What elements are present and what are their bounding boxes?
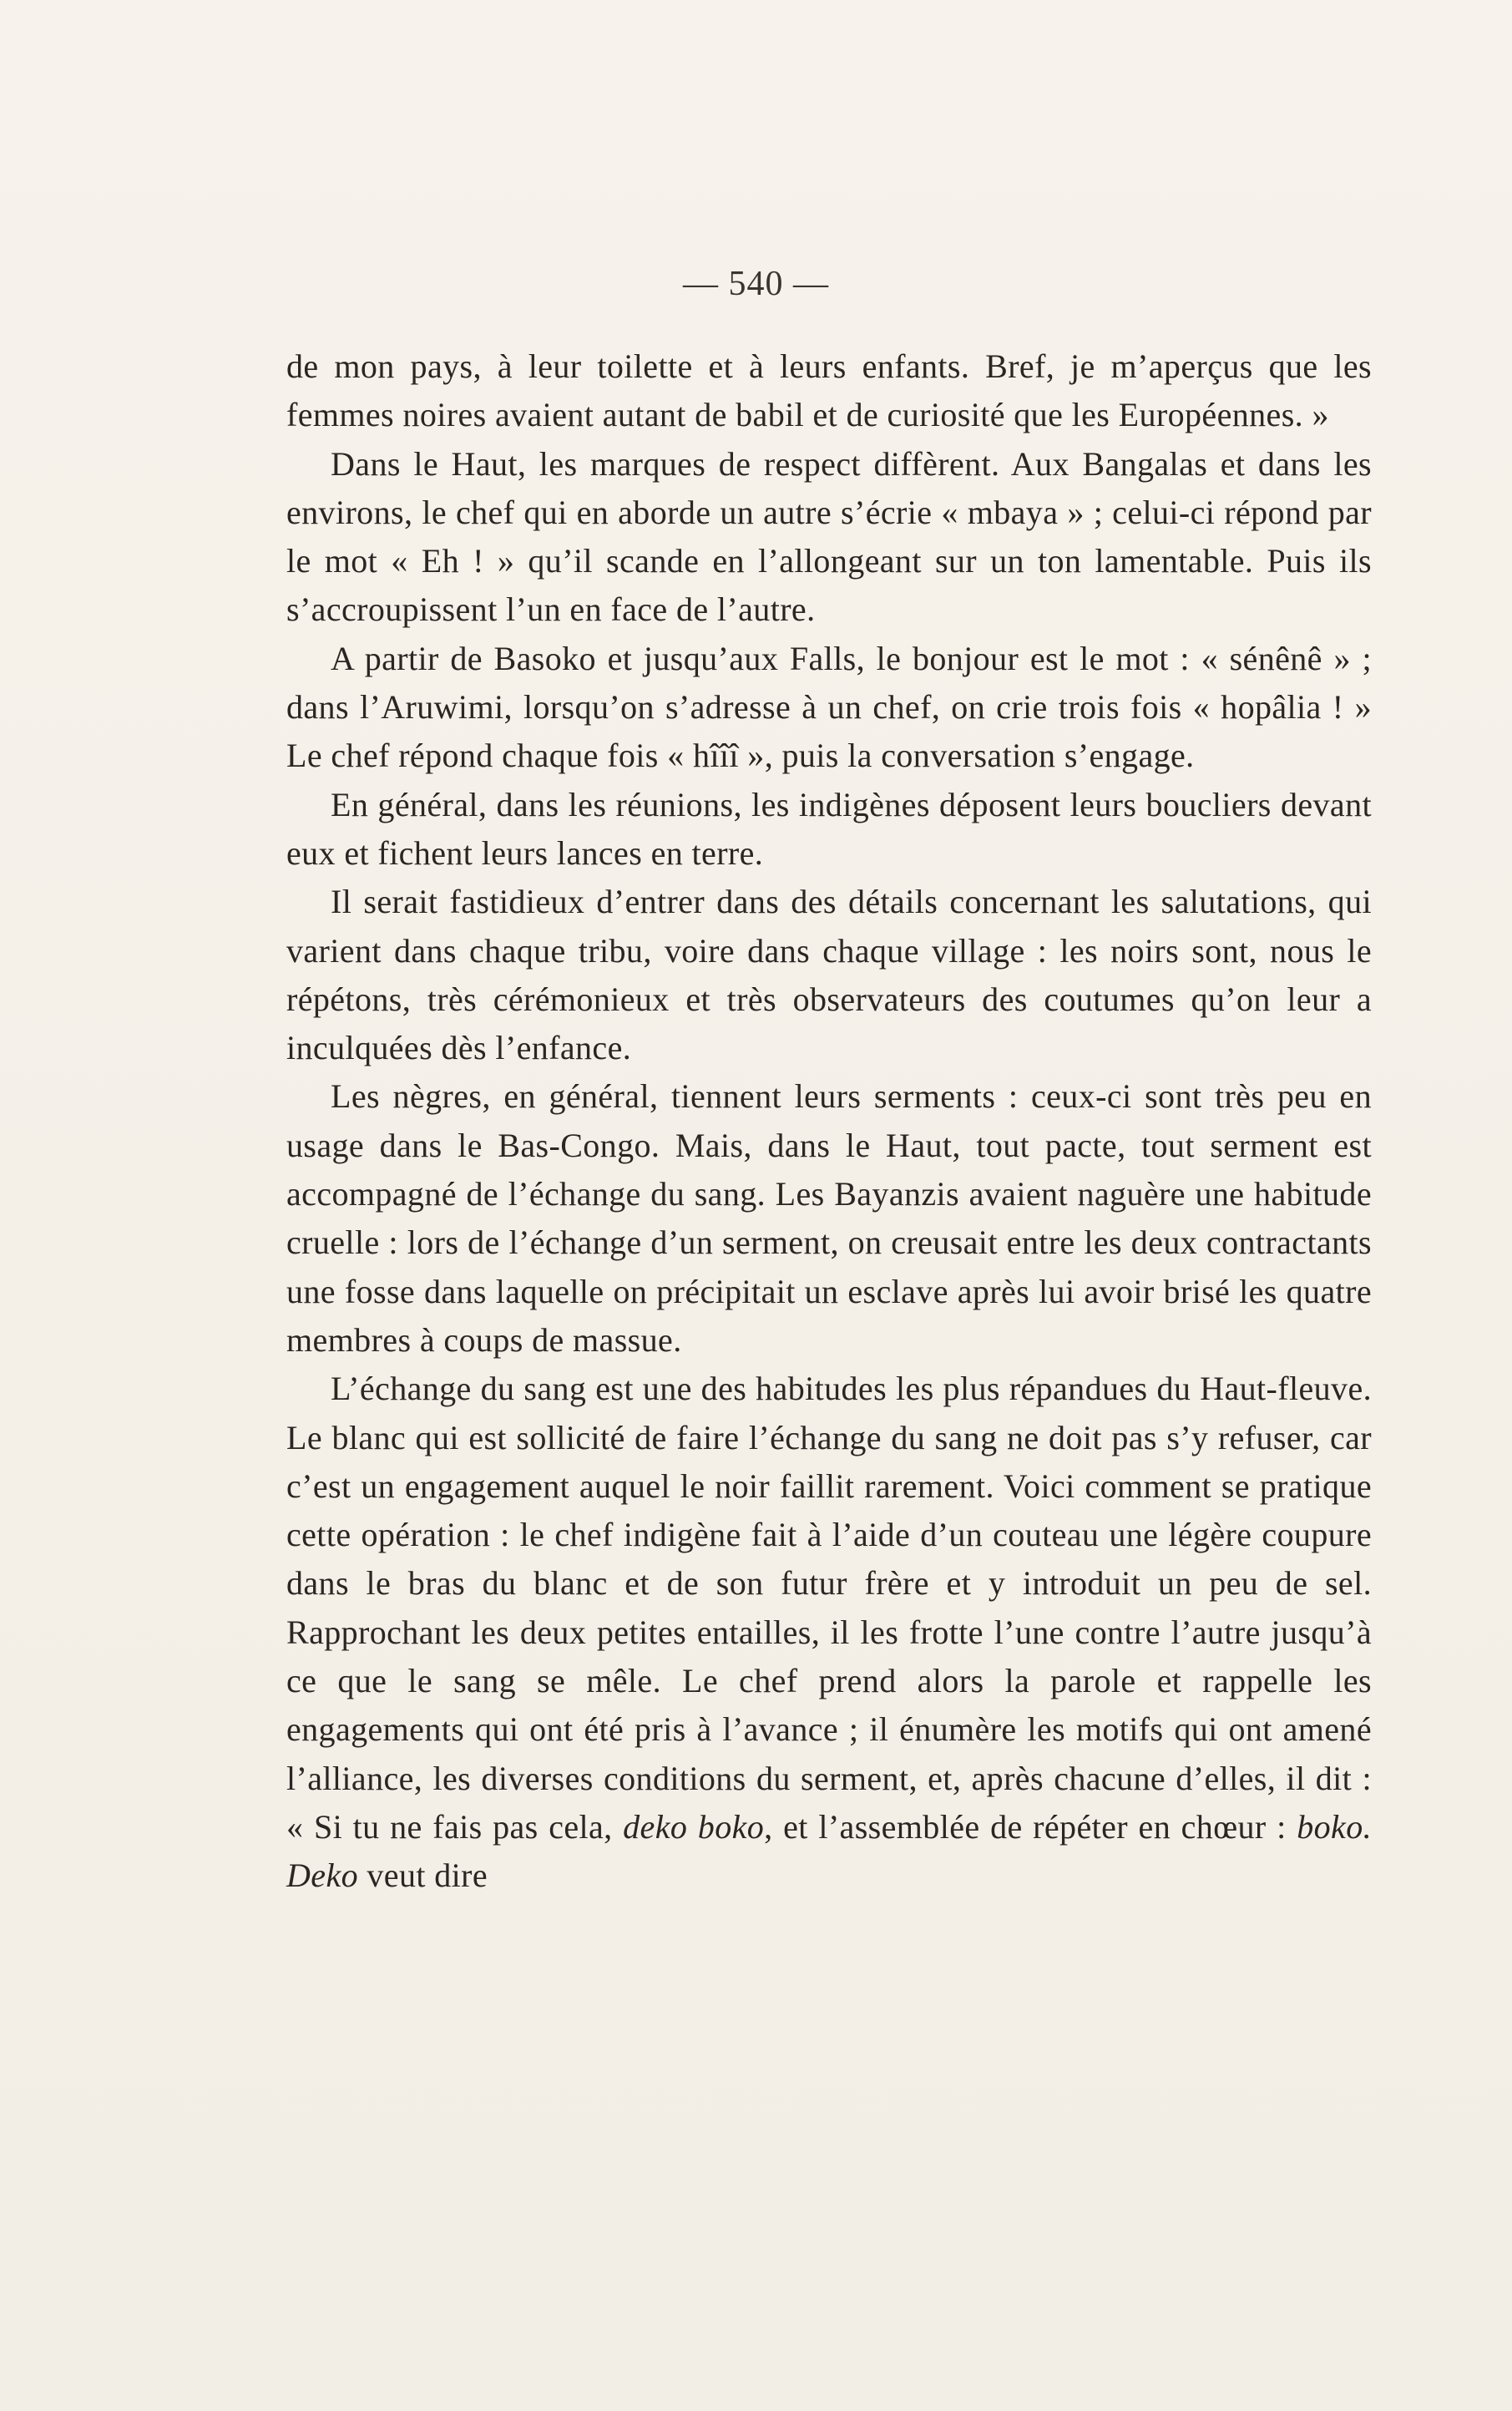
paragraph-3 — [286, 635, 1372, 781]
paragraph-6 — [286, 1072, 1372, 1365]
italic-run: deko boko — [623, 1807, 765, 1846]
text-run: Il serait fastidieux d’entrer dans des détails concernant les salutations, qui varient dans chaque tribu, voire dans chaque village : les noirs sont, nous le répétons, très cérémonieux et très observateurs des coutumes qu’on leur a inculquées dès l’enfance. — [286, 883, 1372, 1067]
text-run: veut dire — [358, 1856, 488, 1895]
paragraph-2 — [286, 440, 1372, 635]
text-run: En général, dans les réunions, les indigènes déposent leurs boucliers devant eux et fichent leurs lances en terre. — [286, 785, 1372, 872]
paragraph-7 — [286, 1365, 1372, 1900]
text-run: L’échange du sang est une des habitudes les plus répandues du Haut-fleuve. Le blanc qui est sollicité de faire l’échange du sang ne doit pas s’y refuser, car c’est un engagement auquel le noir faillit rarement. Voici comment se pratique cette opération : le chef indigène fait à l’aide d’un couteau une légère coupure dans le bras du blanc et de son futur frère et y introduit un peu de sel. Rapprochant les deux petites entailles, il les frotte l’une contre l’autre jusqu’à ce que le sang se mêle. Le chef prend alors la parole et rappelle les engagements qui ont été pris à l’avance ; il énumère les motifs qui ont amené l’alliance, les diverses conditions du serment, et, après chacune d’elles, il dit : « Si tu ne fais pas cela, — [286, 1370, 1372, 1846]
text-run: A partir de Basoko et jusqu’aux Falls, le bonjour est le mot : « sénênê » ; dans l’Aruwimi, lorsqu’on s’adresse à un chef, on crie trois fois « hopâlia ! » Le chef répond chaque fois « hîîî », puis la conversation s’engage. — [286, 639, 1372, 775]
text-run: Dans le Haut, les marques de respect diffèrent. Aux Bangalas et dans les environs, le chef qui en aborde un autre s’écrie « mbaya » ; celui-ci répond par le mot « Eh ! » qu’il scande en l’allongeant sur un ton lamentable. Puis ils s’accroupissent l’un en face de l’autre. — [286, 444, 1372, 629]
paragraph-1 — [286, 342, 1372, 440]
text-run: , et l’assemblée de répéter en chœur : — [764, 1807, 1297, 1846]
text-run: Les nègres, en général, tiennent leurs serments : ceux-ci sont très peu en usage dans le Bas-Congo. Mais, dans le Haut, tout pacte, tout serment est accompagné de l’échange du sang. Les Bayanzis avaient naguère une habitude cruelle : lors de l’échange d’un serment, on creusait entre les deux contractants une fosse dans laquelle on précipitait un esclave après lui avoir brisé les quatre membres à coups de massue. — [286, 1077, 1372, 1359]
body-text — [286, 342, 1372, 1901]
page-number: — 540 — — [683, 265, 829, 303]
paragraph-5 — [286, 878, 1372, 1072]
italic-run: boko. Deko — [286, 1807, 1372, 1895]
paragraph-4 — [286, 781, 1372, 879]
text-run: de mon pays, à leur toilette et à leurs enfants. Bref, je m’aperçus que les femmes noires avaient autant de babil et de curiosité que les Européennes. » — [286, 347, 1372, 434]
